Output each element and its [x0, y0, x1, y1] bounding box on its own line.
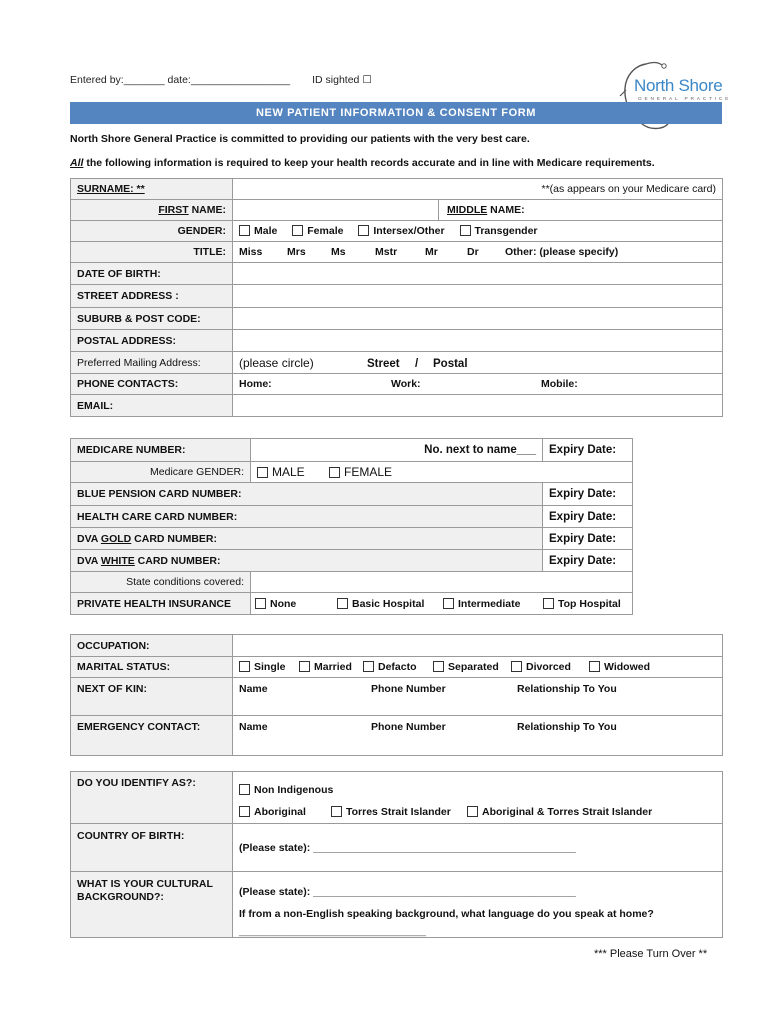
please-circle-text: (please circle) — [239, 355, 314, 370]
checkbox-icon — [363, 661, 374, 672]
preferred-mailing-label: Preferred Mailing Address: — [71, 352, 233, 374]
checkbox-icon — [460, 225, 471, 236]
medicare-female-option[interactable]: FEMALE — [329, 465, 392, 479]
kin-phone-field[interactable]: Phone Number — [371, 683, 446, 695]
checkbox-icon — [329, 467, 340, 478]
marital-status-options — [233, 657, 723, 678]
id-sighted[interactable]: ID sighted ☐ — [312, 74, 372, 86]
entered-by-line — [70, 74, 372, 86]
gender-transgender-option[interactable]: Transgender — [460, 225, 538, 237]
cultural-background-fields — [233, 872, 723, 938]
state-conditions-label: State conditions covered: — [71, 572, 251, 593]
intro-line-1: North Shore General Practice is committed to providing our patients with the very best care. — [70, 133, 530, 145]
title-options — [233, 242, 723, 263]
checkbox-icon — [589, 661, 600, 672]
dva-gold-expiry[interactable]: Expiry Date: — [543, 528, 633, 550]
first-name-label: FIRST NAME: — [71, 200, 233, 221]
health-care-label: HEALTH CARE CARD NUMBER: — [71, 506, 543, 528]
dva-white-label: DVA WHITE CARD NUMBER: — [71, 550, 543, 572]
private-top-option[interactable]: Top Hospital — [543, 598, 621, 610]
checkbox-icon — [337, 598, 348, 609]
street-address-label: STREET ADDRESS : — [71, 285, 233, 308]
intro-line-2 — [70, 157, 655, 169]
cultural-background-label: WHAT IS YOUR CULTURAL BACKGROUND?: — [71, 872, 233, 938]
email-field[interactable] — [233, 395, 723, 417]
identify-as-options — [233, 772, 723, 824]
street-address-field[interactable] — [233, 285, 723, 308]
blue-pension-label: BLUE PENSION CARD NUMBER: — [71, 483, 543, 506]
checkbox-icon — [543, 598, 554, 609]
emergency-contact-fields — [233, 716, 723, 756]
checkbox-icon — [239, 225, 250, 236]
checkbox-icon — [433, 661, 444, 672]
checkbox-icon — [239, 784, 250, 795]
non-indigenous-option[interactable]: Non Indigenous — [239, 784, 333, 796]
title-mstr[interactable]: Mstr — [375, 246, 398, 258]
country-of-birth-field[interactable]: (Please state): _____________________________________________ — [233, 824, 723, 872]
first-name-field[interactable] — [233, 200, 439, 221]
aboriginal-option[interactable]: Aboriginal — [239, 801, 331, 823]
mailing-street-option[interactable]: Street — [367, 357, 400, 370]
identify-as-label: DO YOU IDENTIFY AS?: — [71, 772, 233, 824]
postal-address-field[interactable] — [233, 330, 723, 352]
mailing-slash: / — [415, 357, 419, 370]
preferred-mailing-options — [233, 352, 723, 374]
suburb-label: SUBURB & POST CODE: — [71, 308, 233, 330]
medicare-expiry-field[interactable]: Expiry Date: — [543, 439, 633, 462]
checkbox-icon — [467, 806, 478, 817]
dva-white-expiry[interactable]: Expiry Date: — [543, 550, 633, 572]
emergency-phone-field[interactable]: Phone Number — [371, 721, 446, 733]
dob-field[interactable] — [233, 263, 723, 285]
kin-name-field[interactable]: Name — [239, 683, 268, 695]
language-question: If from a non-English speaking background, what language do you speak at home? — [239, 908, 654, 920]
marital-divorced-option[interactable]: Divorced — [511, 661, 589, 673]
logo-title: North Shore — [634, 76, 723, 95]
emergency-name-field[interactable]: Name — [239, 721, 268, 733]
private-health-options — [251, 593, 633, 615]
checkbox-icon — [257, 467, 268, 478]
middle-name-field[interactable]: MIDDLE NAME: — [439, 200, 723, 221]
cultural-please-state[interactable]: (Please state): _____________________________________________ — [239, 886, 576, 898]
title-mr[interactable]: Mr — [425, 246, 438, 258]
email-label: EMAIL: — [71, 395, 233, 417]
marital-status-label: MARITAL STATUS: — [71, 657, 233, 678]
private-basic-option[interactable]: Basic Hospital — [337, 598, 443, 610]
kin-relationship-field[interactable]: Relationship To You — [517, 683, 617, 695]
home-phone-field[interactable]: Home: — [239, 378, 272, 390]
checkbox-icon — [255, 598, 266, 609]
emergency-relationship-field[interactable]: Relationship To You — [517, 721, 617, 733]
emergency-contact-label: EMERGENCY CONTACT: — [71, 716, 233, 756]
checkbox-icon — [299, 661, 310, 672]
private-intermediate-option[interactable]: Intermediate — [443, 598, 543, 610]
mailing-postal-option[interactable]: Postal — [433, 357, 468, 370]
medicare-male-option[interactable]: MALE — [257, 465, 329, 479]
suburb-field[interactable] — [233, 308, 723, 330]
country-of-birth-label: COUNTRY OF BIRTH: — [71, 824, 233, 872]
intro-all: All — [70, 157, 84, 169]
marital-separated-option[interactable]: Separated — [433, 661, 511, 673]
phone-contacts-label: PHONE CONTACTS: — [71, 374, 233, 395]
form-title-banner: NEW PATIENT INFORMATION & CONSENT FORM — [70, 102, 722, 124]
checkbox-icon — [331, 806, 342, 817]
work-phone-field[interactable]: Work: — [391, 378, 421, 390]
logo-subtitle: GENERAL PRACTICE — [638, 97, 732, 102]
state-conditions-field[interactable] — [251, 572, 633, 593]
title-miss[interactable]: Miss — [239, 246, 263, 258]
checkbox-icon — [292, 225, 303, 236]
gender-female-option[interactable]: Female — [292, 225, 343, 237]
dva-gold-label: DVA GOLD CARD NUMBER: — [71, 528, 543, 550]
occupation-label: OCCUPATION: — [71, 635, 233, 657]
private-none-option[interactable]: None — [255, 598, 337, 610]
personal-details-table — [70, 178, 723, 417]
checkbox-icon — [358, 225, 369, 236]
marital-defacto-option[interactable]: Defacto — [363, 661, 433, 673]
medicare-number-field[interactable]: No. next to name___ — [251, 439, 543, 462]
next-of-kin-label: NEXT OF KIN: — [71, 678, 233, 716]
marital-married-option[interactable]: Married — [299, 661, 363, 673]
checkbox-icon — [511, 661, 522, 672]
phone-contacts-fields — [233, 374, 723, 395]
title-other[interactable]: Other: (please specify) — [505, 246, 619, 258]
gender-options — [233, 221, 723, 242]
title-mrs[interactable]: Mrs — [287, 246, 306, 258]
title-label: TITLE: — [71, 242, 233, 263]
mobile-phone-field[interactable]: Mobile: — [541, 378, 578, 390]
surname-field[interactable]: **(as appears on your Medicare card) — [233, 179, 723, 200]
health-care-expiry[interactable]: Expiry Date: — [543, 506, 633, 528]
postal-address-label: POSTAL ADDRESS: — [71, 330, 233, 352]
gender-intersex-option[interactable]: Intersex/Other — [358, 225, 444, 237]
marital-widowed-option[interactable]: Widowed — [589, 661, 650, 673]
social-table — [70, 634, 723, 756]
checkbox-icon — [239, 661, 250, 672]
medicare-number-label: MEDICARE NUMBER: — [71, 439, 251, 462]
medicare-gender-options — [251, 462, 633, 483]
dob-label: DATE OF BIRTH: — [71, 263, 233, 285]
intro-rest: the following information is required to keep your health records accurate and in line with Medicare requirements. — [83, 157, 655, 169]
occupation-field[interactable] — [233, 635, 723, 657]
medicare-table — [70, 438, 633, 615]
title-ms[interactable]: Ms — [331, 246, 346, 258]
identity-table — [70, 771, 723, 938]
both-option[interactable]: Aboriginal & Torres Strait Islander — [467, 801, 652, 823]
gender-label: GENDER: — [71, 221, 233, 242]
medicare-gender-label: Medicare GENDER: — [71, 462, 251, 483]
gender-male-option[interactable]: Male — [239, 225, 277, 237]
checkbox-icon — [443, 598, 454, 609]
entered-by-date[interactable]: Entered by:_______ date:_________________ — [70, 74, 291, 86]
torres-strait-option[interactable]: Torres Strait Islander — [331, 801, 467, 823]
marital-single-option[interactable]: Single — [239, 661, 299, 673]
checkbox-icon — [239, 806, 250, 817]
title-dr[interactable]: Dr — [467, 246, 479, 258]
please-turn-over: *** Please Turn Over ** — [594, 948, 708, 960]
blue-pension-expiry[interactable]: Expiry Date: — [543, 483, 633, 506]
next-of-kin-fields — [233, 678, 723, 716]
private-health-label: PRIVATE HEALTH INSURANCE — [71, 593, 251, 615]
language-answer-line[interactable]: ________________________________ — [239, 925, 426, 937]
surname-label: SURNAME: ** — [71, 179, 233, 200]
